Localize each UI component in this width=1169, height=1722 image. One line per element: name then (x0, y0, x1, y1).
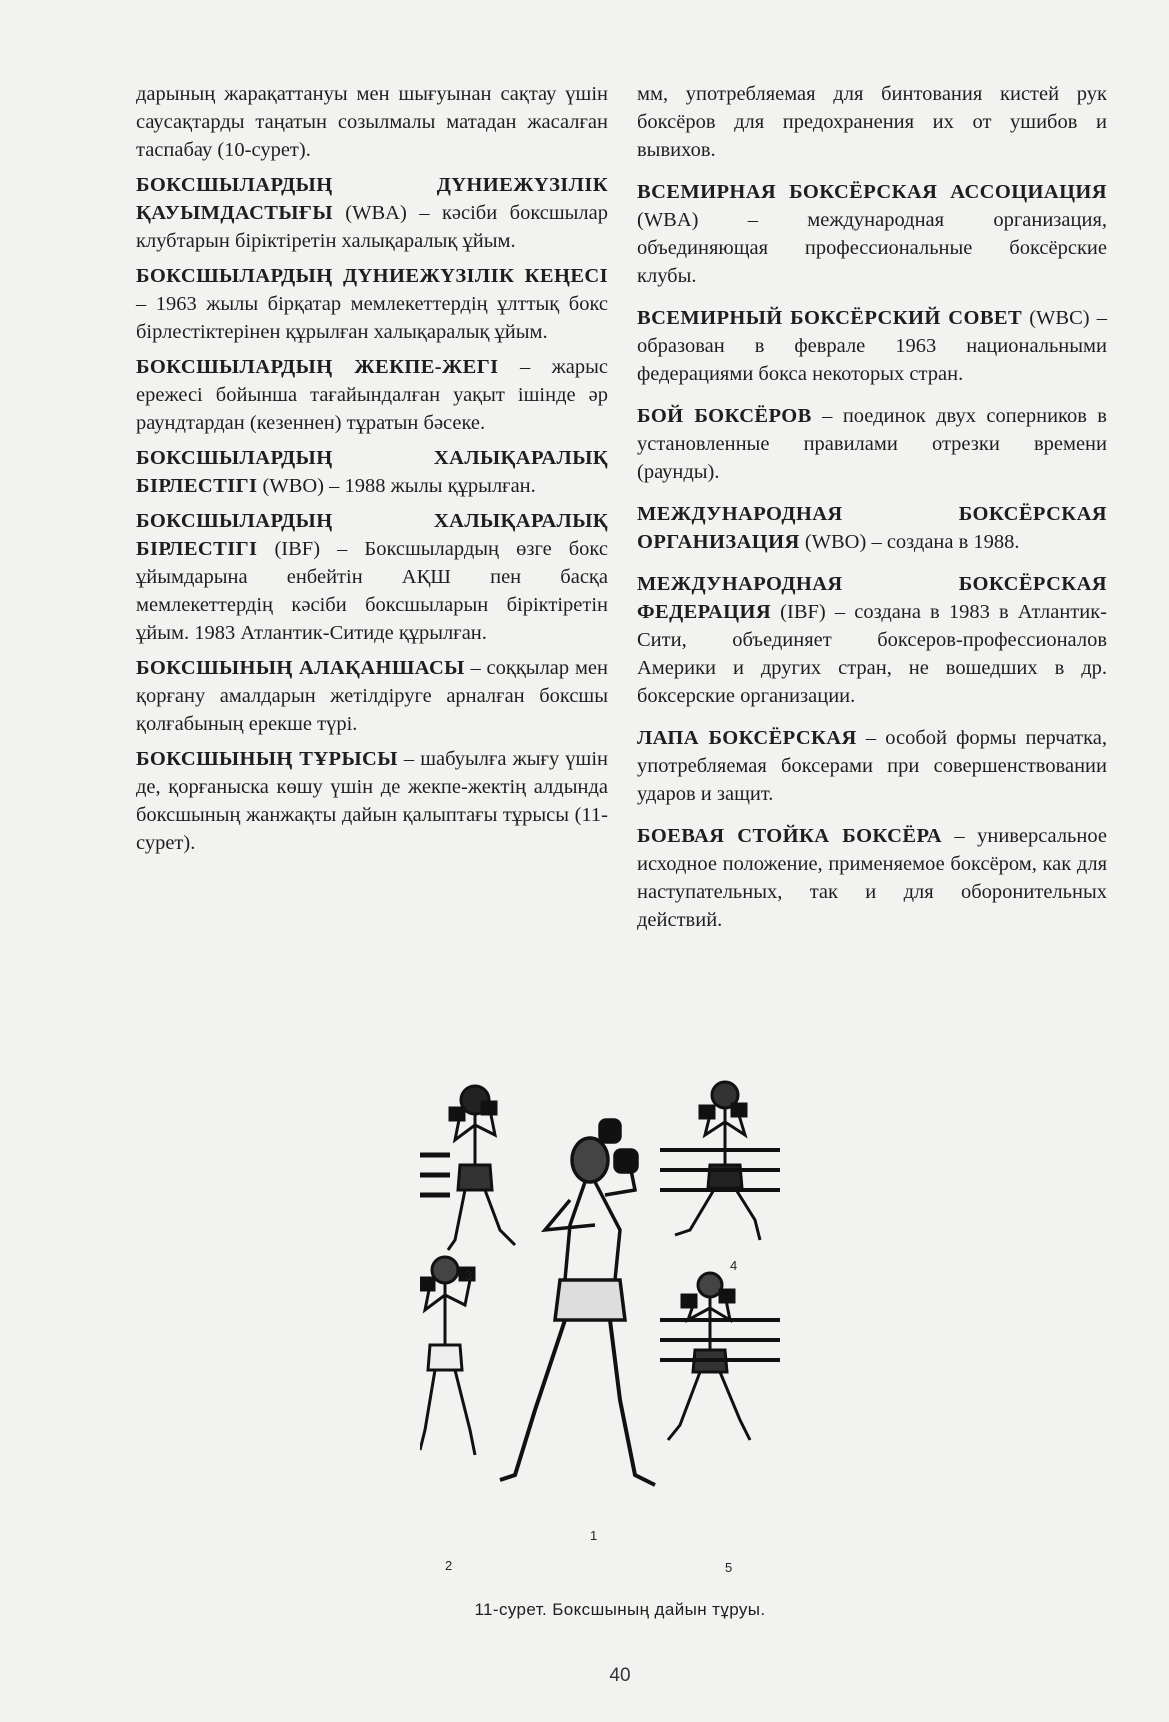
boxing-stance-figure (420, 1080, 1120, 1620)
entry-definition: – кәсіби боксшылар клубтарын біріктіретін халықаралық ұйым. (136, 202, 609, 252)
entry-definition: – жарыс ережесі бойынша тағайындалған уақыт ішінде әр раундтардан (кезеннен) тұратын бәсеке. (136, 356, 608, 434)
entry-term: ВСЕМИРНАЯ БОКСЁРСКАЯ АССОЦИАЦИЯ (637, 181, 1107, 203)
figure-label-2: 2 (445, 1558, 453, 1573)
entry-definition: – шабуылға жығу үшін де, қорғаныска көшу үшін де жекпе-жектің алдында боксшының жанжақты дайын қалыптағы тұрысы (11-сурет). (136, 748, 608, 854)
dictionary-entry (637, 822, 1107, 934)
entry-definition: – Боксшылардың өзге бокс ұйымдарына енбейтін АҚШ пен басқа мемлекеттердің кәсіби боксшыларын біріктіретін ұйым. 1983 Атлантик-Ситиде құрылған. (136, 538, 608, 644)
entry-abbreviation: (WBA) (637, 209, 699, 231)
entry-abbreviation: (IBF) (771, 601, 826, 623)
boxer-figure-3 (420, 1086, 515, 1250)
figure-caption: 11-сурет. Боксшының дайын тұруы. (474, 1600, 766, 1619)
entry-definition: – особой формы перчатка, употребляемая боксерами при совершенствовании ударов и защит. (637, 727, 1108, 805)
left-column (136, 80, 608, 864)
dictionary-entry (136, 353, 608, 437)
entry-abbreviation: (WBO) (799, 531, 867, 553)
entry-definition: – создана в 1983 в Атлантик-Сити, объединяет боксеров-профессионалов Америки и других стран, не вошедших в др. боксерские организации. (637, 601, 1108, 707)
entry-term: МЕЖДУНАРОДНАЯ БОКСЁРСКАЯ ОРГАНИЗАЦИЯ (637, 503, 1107, 553)
dictionary-entry (637, 80, 1107, 164)
entry-term: БОКСШЫЛАРДЫҢ ЖЕКПЕ-ЖЕГІ (136, 356, 499, 378)
entry-definition: – поединок двух соперников в установленные правилами отрезки времени (раунды). (637, 405, 1107, 483)
dictionary-entry (637, 402, 1107, 486)
entry-term: БОЕВАЯ СТОЙКА БОКСЁРА (637, 825, 942, 847)
entry-term: БОЙ БОКСЁРОВ (637, 405, 812, 427)
entry-term: ВСЕМИРНЫЙ БОКСЁРСКИЙ СОВЕТ (637, 307, 1023, 329)
entry-definition: – 1963 жылы бірқатар мемлекеттердің ұлттық бокс бірлестіктерінен құрылған халықаралық ұйым. (136, 293, 608, 343)
dictionary-entry (637, 724, 1107, 808)
entry-definition: – образован в феврале 1963 национальными федерациями бокса некоторых стран. (637, 307, 1108, 385)
entry-abbreviation: (WBA) (332, 202, 407, 224)
entry-term: БОКСШЫЛАРДЫҢ ДҮНИЕЖҮЗІЛІК ҚАУЫМДАСТЫҒЫ (136, 174, 608, 224)
entry-term: БОКСШЫЛАРДЫҢ ДҮНИЕЖҮЗІЛІК КЕҢЕСІ (136, 265, 608, 287)
entry-term: БОКСШЫНЫҢ ТҰРЫСЫ (136, 748, 398, 770)
figure-label-4: 4 (730, 1258, 738, 1273)
entry-definition: дарының жарақаттануы мен шығуынан сақтау үшін саусақтарды таңатын созылмалы матадан жасалған таспабау (10-сурет). (136, 83, 608, 161)
page-number: 40 (609, 1665, 631, 1686)
boxer-figure-4 (660, 1082, 780, 1240)
entry-abbreviation: (IBF) (257, 538, 321, 560)
dictionary-entry (136, 507, 608, 647)
dictionary-entry (637, 178, 1107, 290)
dictionary-entry (637, 500, 1107, 556)
dictionary-entry (136, 444, 608, 500)
entry-definition: – соққылар мен қорғану амалдарын жетілдіруге арналған боксшы қолғабының ерекше түрі. (136, 657, 608, 735)
entry-definition: – 1988 жылы құрылған. (324, 475, 536, 497)
entry-definition: – международная организация, объединяющая профессиональные боксёрские клубы. (637, 209, 1107, 287)
entry-term: МЕЖДУНАРОДНАЯ БОКСЁРСКАЯ ФЕДЕРАЦИЯ (637, 573, 1107, 623)
entry-definition: – универсальное исходное положение, применяемое боксёром, как для наступательных, так и для оборонительных действий. (637, 825, 1107, 931)
boxer-figure-2 (420, 1257, 475, 1455)
entry-term: БОКСШЫЛАРДЫҢ ХАЛЫҚАРАЛЫҚ БІРЛЕСТІГІ (136, 510, 608, 560)
dictionary-entry (136, 80, 608, 164)
right-column (637, 80, 1107, 948)
figure-label-5: 5 (725, 1560, 733, 1575)
figure-label-1: 1 (590, 1528, 598, 1543)
entry-definition: – создана в 1988. (866, 531, 1020, 553)
dictionary-entry (637, 570, 1107, 710)
entry-term: БОКСШЫЛАРДЫҢ ХАЛЫҚАРАЛЫҚ БІРЛЕСТІГІ (136, 447, 608, 497)
dictionary-entry (136, 654, 608, 738)
boxer-figure-5 (660, 1273, 780, 1440)
dictionary-entry (136, 745, 608, 857)
entry-term: БОКСШЫНЫҢ АЛАҚАНШАСЫ (136, 657, 465, 679)
entry-definition: мм, употребляемая для бинтования кистей рук боксёров для предохранения их от ушибов и вывихов. (637, 83, 1107, 161)
boxer-illustrations (420, 1080, 1120, 1580)
entry-abbreviation: (WBO) (257, 475, 325, 497)
boxer-figure-1 (500, 1120, 655, 1485)
dictionary-entry (136, 262, 608, 346)
figure-label-3: 3 (465, 1268, 473, 1283)
entry-abbreviation: (WBC) (1022, 307, 1090, 329)
entry-term: ЛАПА БОКСЁРСКАЯ (637, 727, 857, 749)
dictionary-entry (637, 304, 1107, 388)
dictionary-entry (136, 171, 608, 255)
